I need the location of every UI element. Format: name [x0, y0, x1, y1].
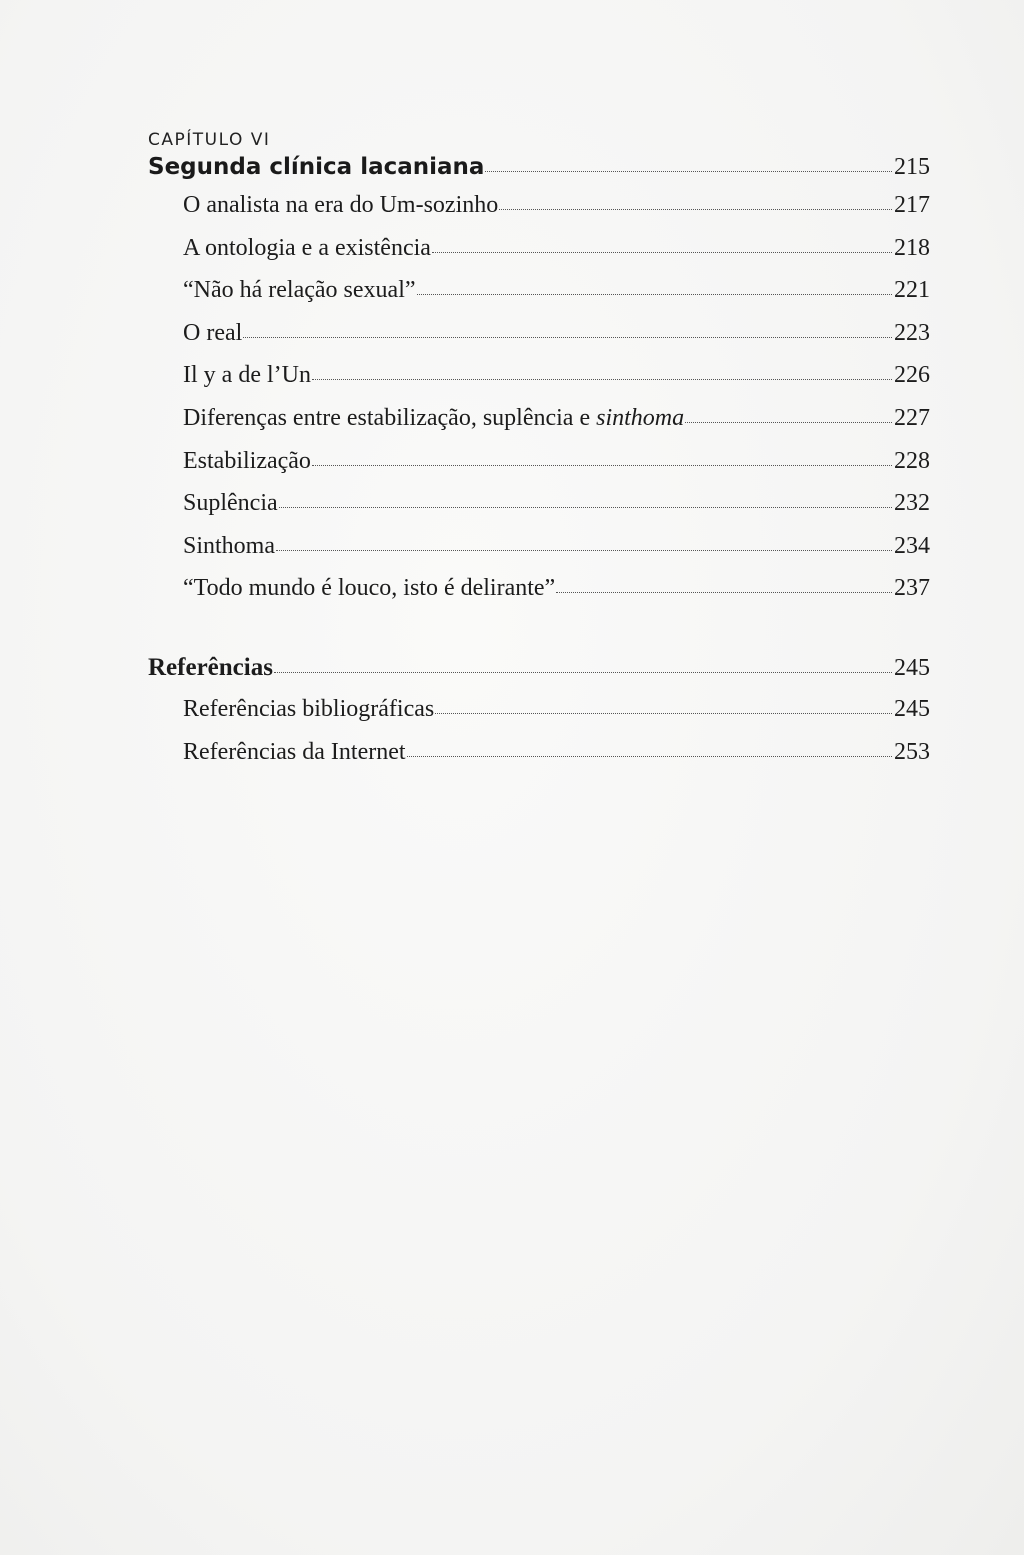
dot-leader	[276, 550, 892, 551]
chapter-title: Segunda clínica lacaniana	[148, 154, 485, 180]
toc-entry[interactable]	[148, 405, 930, 448]
entry-title: Il y a de l’Un	[183, 362, 311, 389]
dot-leader	[312, 379, 892, 380]
toc-entry[interactable]	[148, 533, 930, 576]
references-title: Referências	[148, 653, 273, 681]
dot-leader	[312, 465, 892, 466]
toc-entry-chapter-title[interactable]	[148, 154, 930, 192]
page-number: 218	[894, 234, 930, 261]
entry-title: A ontologia e a existência	[183, 234, 431, 261]
toc-entry[interactable]	[148, 696, 930, 739]
toc-entry[interactable]	[148, 362, 930, 405]
dot-leader	[243, 337, 892, 338]
entry-title: Estabilização	[183, 447, 311, 474]
toc-entry[interactable]	[148, 448, 930, 491]
entry-title	[183, 405, 684, 432]
toc-entry[interactable]	[148, 575, 930, 618]
entry-title: Sinthoma	[183, 532, 276, 559]
dot-leader	[499, 209, 892, 210]
entry-title-roman: Diferenças entre estabilização, suplência e	[183, 404, 597, 431]
page-number: 221	[894, 277, 930, 304]
entry-title: O analista na era do Um-sozinho	[183, 192, 499, 218]
page-number: 232	[894, 490, 930, 517]
entry-title: Referências bibliográficas	[183, 695, 435, 722]
toc-entry[interactable]	[148, 235, 930, 278]
dot-leader	[279, 507, 892, 508]
toc-entry[interactable]	[148, 277, 930, 320]
entry-title: O real	[183, 319, 243, 346]
page-number: 227	[894, 404, 930, 431]
entry-title: Referências da Internet	[183, 738, 406, 765]
page-number: 237	[894, 575, 930, 602]
chapter-label: CAPÍTULO VI	[148, 130, 271, 150]
dot-leader	[435, 713, 892, 714]
dot-leader	[485, 171, 892, 172]
toc-entry-references[interactable]	[148, 654, 930, 696]
dot-leader	[407, 756, 892, 757]
section-spacer	[148, 618, 930, 654]
page-number: 245	[894, 695, 930, 722]
page-number: 228	[894, 447, 930, 474]
page-number: 217	[894, 192, 930, 218]
table-of-contents	[148, 126, 930, 781]
page-number: 253	[894, 738, 930, 765]
dot-leader	[685, 422, 892, 423]
page-number: 245	[894, 654, 930, 681]
entry-title: Suplência	[183, 490, 278, 517]
toc-entry[interactable]	[148, 739, 930, 782]
page-number: 234	[894, 532, 930, 559]
page-number: 215	[894, 154, 930, 180]
toc-entry[interactable]	[148, 320, 930, 363]
toc-entry[interactable]	[148, 490, 930, 533]
dot-leader	[432, 252, 892, 253]
toc-entry[interactable]	[148, 192, 930, 235]
dot-leader	[274, 672, 892, 673]
entry-title: “Todo mundo é louco, isto é delirante”	[183, 575, 556, 602]
entry-title: “Não há relação sexual”	[183, 277, 416, 304]
entry-title-italic: sinthoma	[596, 404, 685, 431]
page-number: 223	[894, 319, 930, 346]
dot-leader	[417, 294, 892, 295]
dot-leader	[556, 592, 892, 593]
page-number: 226	[894, 362, 930, 389]
